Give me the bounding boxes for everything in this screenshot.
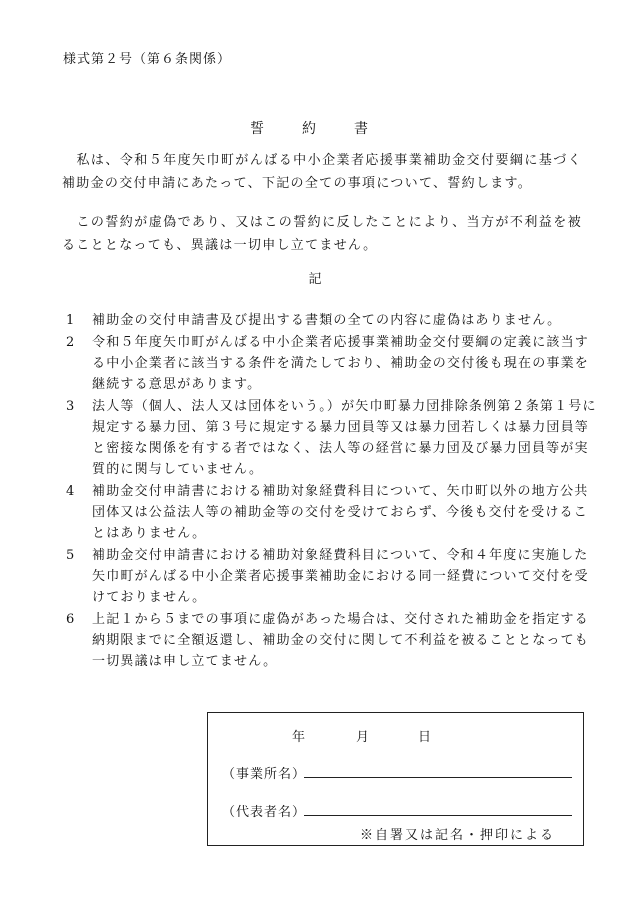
list-item xyxy=(62,332,602,395)
document-title: 誓 約 書 xyxy=(250,121,380,137)
pledge-paragraph-2: この誓約が虚偽であり、又はこの誓約に反したことにより、当方が不利益を被ることとなっても、異議は一切申し立てません。 xyxy=(62,215,582,253)
item-number: 5 xyxy=(66,548,76,563)
item-number: 2 xyxy=(66,335,76,350)
item-number: 3 xyxy=(66,399,76,414)
form-number: 様式第２号（第６条関係） xyxy=(63,52,232,67)
list-item xyxy=(62,481,602,544)
item-text: 上記１から５までの事項に虚偽があった場合は、交付された補助金を指定する納期限までに全額返還し、補助金の交付に関して不利益を被ることとなっても一切異議は申し立てません。 xyxy=(92,612,590,669)
item-text: 補助金交付申請書における補助対象経費科目について、令和４年度に実施した矢巾町がんばる中小企業者応援事業補助金における同一経費について交付を受けておりません。 xyxy=(92,548,589,605)
list-item xyxy=(62,396,602,480)
month-label: 月 xyxy=(356,730,370,745)
representative-name-label: （代表者名） xyxy=(222,805,307,820)
list-item xyxy=(62,609,602,672)
representative-name-field[interactable] xyxy=(304,815,572,816)
item-text: 令和５年度矢巾町がんばる中小企業者応援事業補助金交付要綱の定義に該当する中小企業者に該当する条件を満たしており、補助金の交付後も現在の事業を継続する意思があります。 xyxy=(92,335,590,392)
item-number: 1 xyxy=(66,313,76,328)
office-name-label: （事業所名） xyxy=(222,767,307,782)
list-item xyxy=(62,310,602,331)
ki-heading: 記 xyxy=(308,272,322,287)
year-label: 年 xyxy=(292,730,306,745)
signature-note: ※自署又は記名・押印による xyxy=(359,828,555,843)
pledge-items-list xyxy=(62,310,602,673)
pledge-paragraph-1: 私は、令和５年度矢巾町がんばる中小企業者応援事業補助金交付要綱に基づく補助金の交付申請にあたって、下記の全ての事項について、誓約します。 xyxy=(62,153,582,191)
item-text: 補助金の交付申請書及び提出する書類の全ての内容に虚偽はありません。 xyxy=(92,313,562,328)
item-number: 4 xyxy=(66,484,76,499)
item-number: 6 xyxy=(66,612,76,627)
item-text: 法人等（個人、法人又は団体をいう。）が矢巾町暴力団排除条例第２条第１号に規定する暴力団、第３号に規定する暴力団員等又は暴力団若しくは暴力団員等と密接な関係を有する者ではなく、法人等の経営に暴力団及び暴力団員等が実質的に関与していません。 xyxy=(92,399,597,477)
day-label: 日 xyxy=(418,730,432,745)
list-item xyxy=(62,545,602,608)
item-text: 補助金交付申請書における補助対象経費科目について、矢巾町以外の地方公共団体又は公益法人等の補助金等の交付を受けておらず、今後も交付を受けることはありません。 xyxy=(92,484,589,541)
office-name-field[interactable] xyxy=(304,777,572,778)
signature-box xyxy=(207,712,584,846)
